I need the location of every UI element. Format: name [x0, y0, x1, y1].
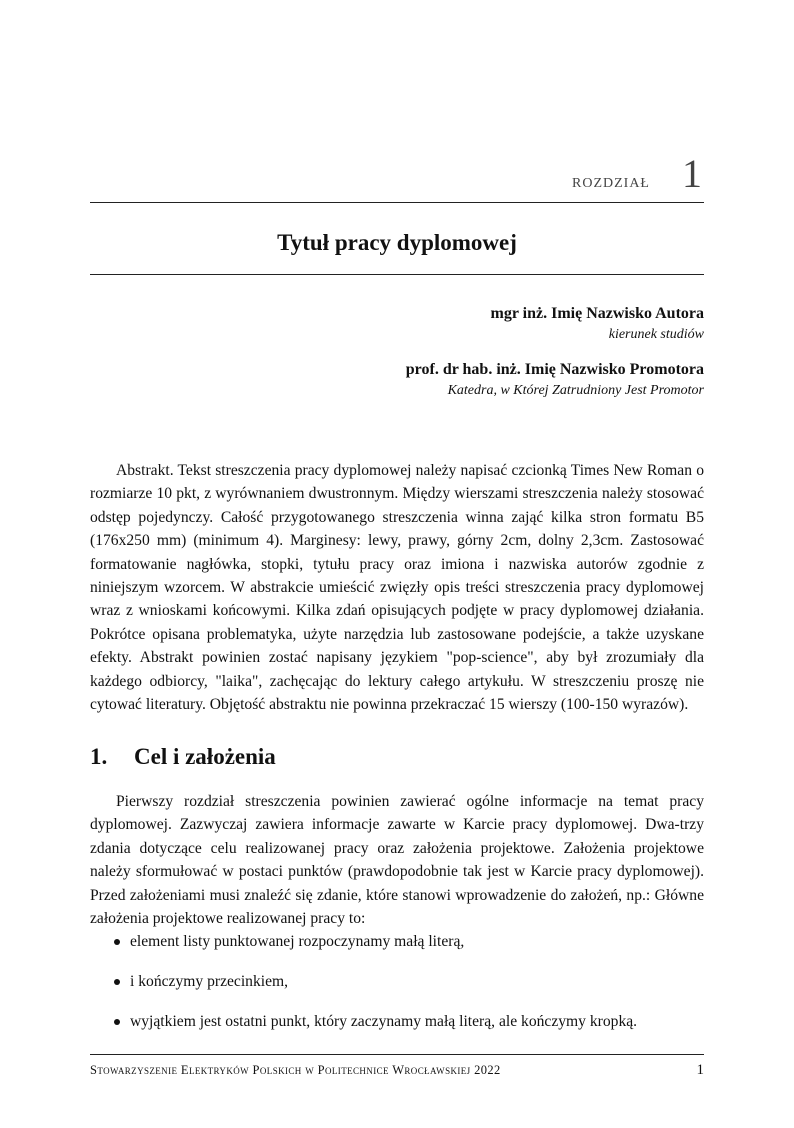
chapter-header: [90, 150, 704, 203]
bullet-list: [90, 930, 704, 1050]
section-title: Cel i założenia: [134, 744, 276, 769]
footer-text: Stowarzyszenie Elektryków Polskich w Politechnice Wrocławskiej 2022: [90, 1063, 501, 1077]
chapter-label: ROZDZIAŁ: [572, 176, 650, 191]
list-item-text: i kończymy przecinkiem,: [130, 973, 289, 990]
list-item: [90, 1010, 704, 1050]
author-affiliation: kierunek studiów: [608, 327, 704, 342]
bullet-icon: [114, 939, 120, 945]
author-name: mgr inż. Imię Nazwisko Autora: [490, 305, 704, 322]
list-item: [90, 930, 704, 970]
footer-divider: [90, 1054, 704, 1055]
list-item-text: wyjątkiem jest ostatni punkt, który zaczynamy małą literą, ale kończymy kropką.: [130, 1013, 638, 1030]
list-item: [90, 970, 704, 1010]
section-heading: [90, 744, 704, 770]
list-item-text: element listy punktowanej rozpoczynamy małą literą,: [130, 933, 465, 950]
supervisor-affiliation: Katedra, w Której Zatrudniony Jest Promotor: [447, 383, 704, 398]
chapter-number: 1: [682, 151, 702, 196]
section-paragraph: Pierwszy rozdział streszczenia powinien zawierać ogólne informacje na temat pracy dyplomowej. Zazwyczaj zawiera informacje zawarte w Karcie pracy dyplomowej. Dwa-trzy zdania dotyczące celu realizowanej pracy oraz założenia projektowe. Założenia projektowe należy sformułować w postaci punktów (prawdopodobnie tak jest w Karcie pracy dyplomowej). Przed założeniami musi znaleźć się zdanie, które stanowi wprowadzenie do założeń, np.: Główne założenia projektowe realizowanej pracy to:: [90, 793, 704, 928]
authors-block: [90, 303, 704, 415]
bullet-icon: [114, 979, 120, 985]
section-number: 1.: [90, 744, 108, 769]
supervisor-name: prof. dr hab. inż. Imię Nazwisko Promotora: [405, 361, 704, 378]
page-number: 1: [696, 1062, 704, 1078]
abstract-paragraph: Abstrakt. Tekst streszczenia pracy dyplomowej należy napisać czcionką Times New Roman o rozmiarze 10 pkt, z wyrównaniem dwustronnym. Między wierszami streszczenia należy stosować odstęp pojedynczy. Całość przygotowanego streszczenia winna zająć kilka stron formatu B5 (176x250 mm) (minimum 4). Marginesy: lewy, prawy, górny 2cm, dolny 2,3cm. Zastosować formatowanie nagłówka, stopki, tytułu pracy oraz imiona i nazwiska autorów zgodnie z niniejszym wzorcem. W abstrakcie umieścić zwięzły opis treści streszczenia pracy dyplomowej wraz z wnioskami końcowymi. Kilka zdań opisujących podjęte w pracy dyplomowej działania. Pokrótce opisana problematyka, użyte narzędzia lub zastosowane podejście, a także uzyskane efekty. Abstrakt powinien zostać napisany językiem "pop-science", aby był zrozumiały dla każdego odbiorcy, "laika", zachęcając do lektury całego artykułu. W streszczeniu proszę nie cytować literatury. Objętość abstraktu nie powinna przekraczać 15 wierszy (100-150 wyrazów).: [90, 462, 704, 714]
title-divider: [90, 274, 704, 275]
bullet-icon: [114, 1019, 120, 1025]
paper-title: Tytuł pracy dyplomowej: [277, 230, 517, 255]
